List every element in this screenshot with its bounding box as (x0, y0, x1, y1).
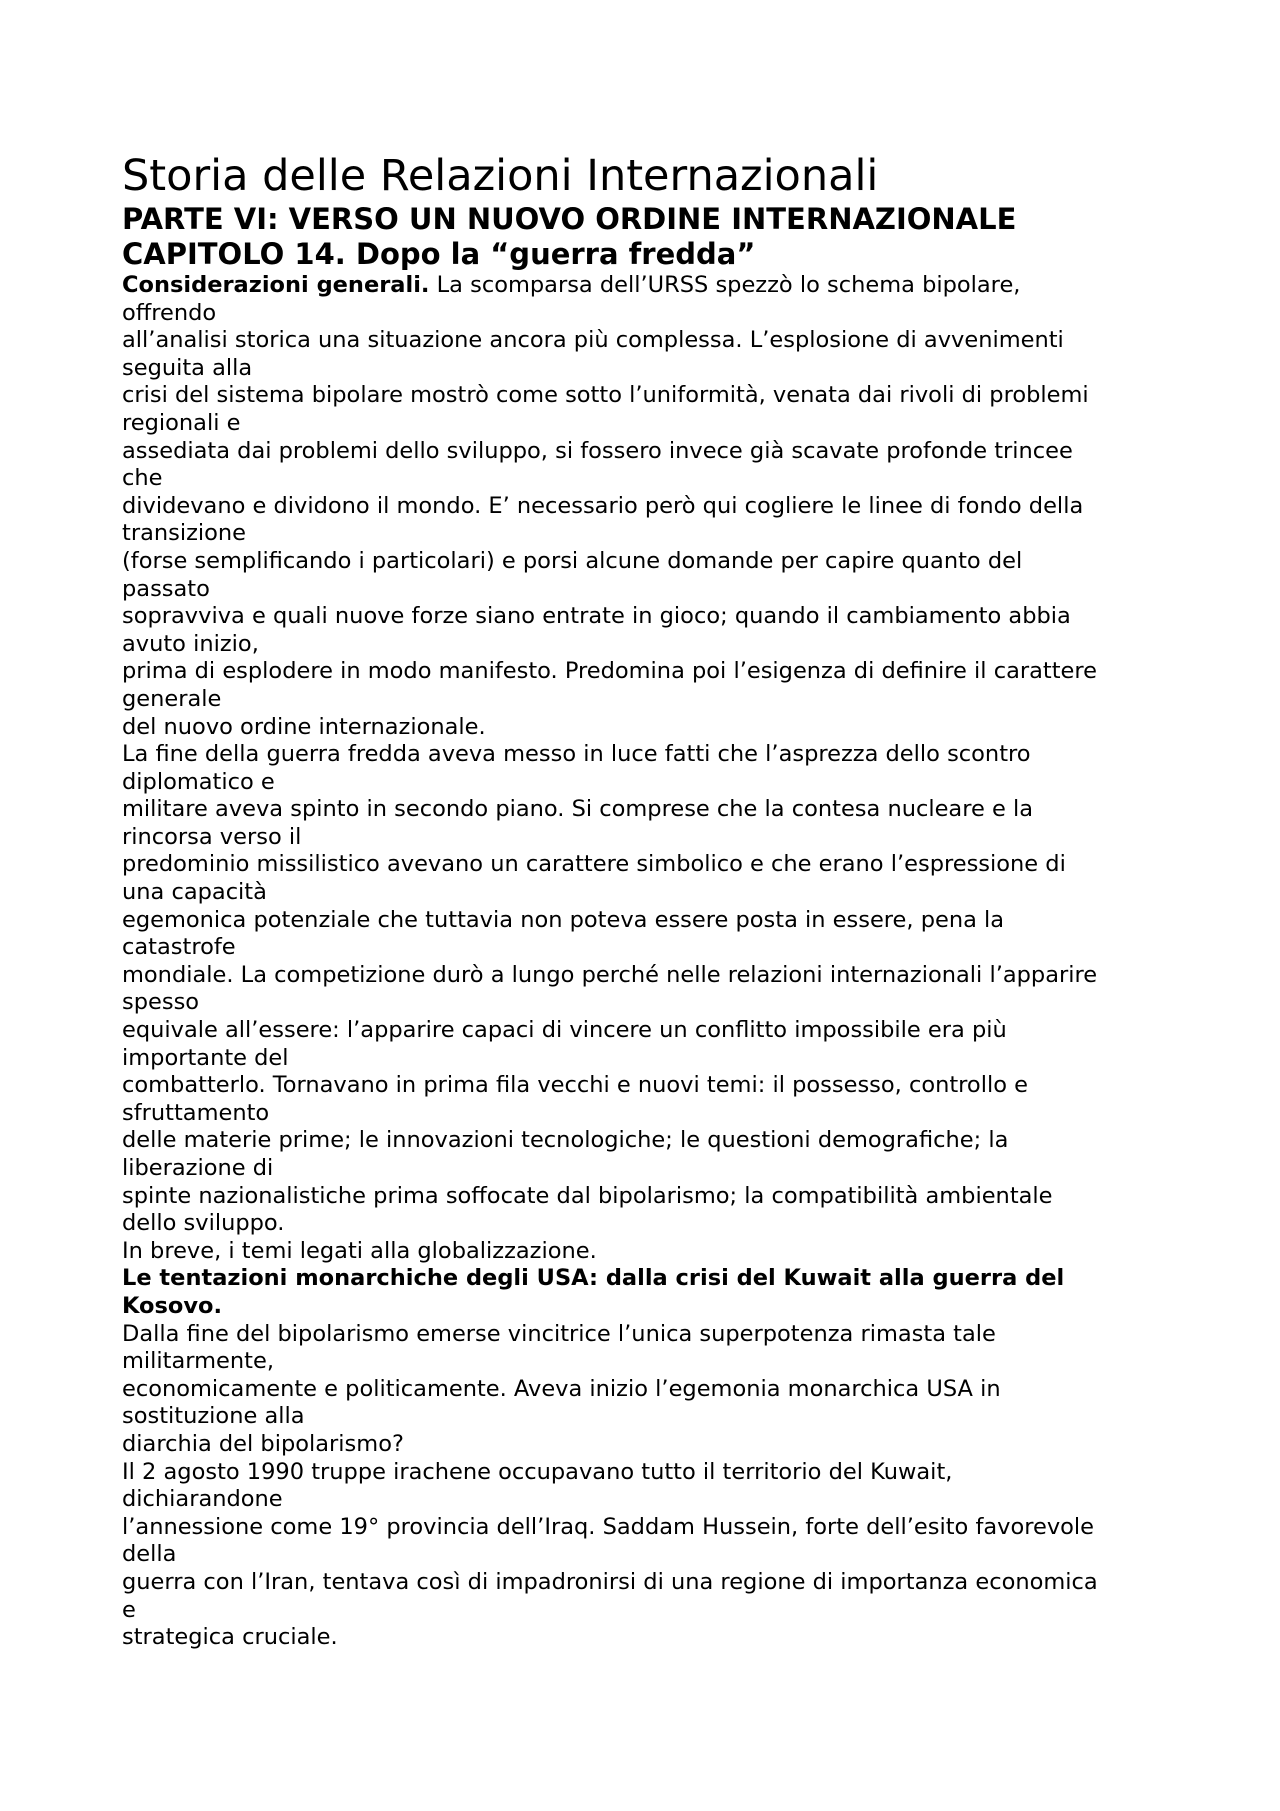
chapter-heading: CAPITOLO 14. Dopo la “guerra fredda” (122, 237, 756, 271)
paragraph-line: mondiale. La competizione durò a lungo perché nelle relazioni internazionali l’apparire (122, 961, 1098, 988)
paragraph-line: Il 2 agosto 1990 truppe irachene occupavano tutto il territorio del Kuwait, (122, 1458, 953, 1485)
paragraph-line: assediata dai problemi dello sviluppo, si fossero invece già scavate profonde trincee (122, 437, 1073, 464)
paragraph-line (122, 272, 1182, 300)
paragraph-line: una capacità (122, 879, 267, 906)
part-heading: PARTE VI: VERSO UN NUOVO ORDINE INTERNAZIONALE (122, 202, 1017, 236)
paragraph-line: liberazione di (122, 1155, 274, 1181)
section-heading-line (122, 1293, 1182, 1321)
paragraph-line: diplomatico e (122, 768, 275, 795)
paragraph-line: Dalla fine del bipolarismo emerse vincitrice l’unica superpotenza rimasta tale (122, 1320, 996, 1347)
paragraph-line: crisi del sistema bipolare mostrò come sotto l’uniformità, venata dai rivoli di problemi (122, 382, 1089, 409)
paragraph-line: prima di esplodere in modo manifesto. Predomina poi l’esigenza di definire il carattere (122, 658, 1097, 685)
section-lead-text: La scomparsa dell’URSS spezzò lo schema bipolare, (429, 272, 1021, 298)
paragraph-line: strategica cruciale. (122, 1624, 338, 1651)
paragraph-line: predominio missilistico avevano un carattere simbolico e che erano l’espressione di (122, 851, 1066, 878)
document-title: Storia delle Relazioni Internazionali (122, 151, 879, 201)
paragraph-line: transizione (122, 520, 247, 547)
paragraph-line: e (122, 1596, 136, 1623)
section-lead-bold: Considerazioni generali. (122, 272, 430, 298)
paragraph-line: sostituzione alla (122, 1403, 305, 1430)
paragraph-line: avuto inizio, (122, 630, 259, 657)
paragraph-line: guerra con l’Iran, tentava così di impadronirsi di una regione di importanza economica (122, 1568, 1098, 1595)
section-body (122, 1321, 1182, 1652)
paragraph-line: spinte nazionalistiche prima soffocate dal bipolarismo; la compatibilità ambientale (122, 1182, 1053, 1209)
paragraph-line: equivale all’essere: l’apparire capaci di vincere un conflitto impossibile era più (122, 1017, 1007, 1044)
paragraph-line: della (122, 1541, 177, 1568)
paragraph-line: l’annessione come 19° provincia dell’Iraq. Saddam Hussein, forte dell’esito favorevole (122, 1513, 1095, 1540)
paragraph-line: del nuovo ordine internazionale. (122, 713, 486, 740)
paragraph-line: economicamente e politicamente. Aveva inizio l’egemonia monarchica USA in (122, 1375, 1001, 1402)
section-heading-text: Kosovo. (122, 1292, 223, 1319)
section-tentazioni-monarchiche (122, 1265, 1182, 1651)
paragraph-line: dello sviluppo. (122, 1210, 285, 1237)
paragraph-line: rincorsa verso il (122, 823, 302, 850)
paragraph-line: sopravviva e quali nuove forze siano entrate in gioco; quando il cambiamento abbia (122, 603, 1071, 630)
paragraph-line: diarchia del bipolarismo? (122, 1430, 404, 1457)
paragraph-line: generale (122, 685, 222, 712)
section-body (122, 300, 1182, 1266)
paragraph-line: che (122, 465, 163, 492)
document-page (122, 150, 1182, 1652)
section-considerazioni-generali (122, 272, 1182, 1265)
paragraph-line: passato (122, 575, 210, 602)
paragraph-line: In breve, i temi legati alla globalizzazione. (122, 1237, 597, 1264)
paragraph-line: seguita alla (122, 354, 253, 381)
paragraph-line: spesso (122, 989, 200, 1016)
paragraph-line: militarmente, (122, 1348, 274, 1375)
paragraph-line: delle materie prime; le innovazioni tecnologiche; le questioni demografiche; la (122, 1127, 1009, 1154)
paragraph-line: dividevano e dividono il mondo. E’ necessario però qui cogliere le linee di fondo della (122, 492, 1084, 519)
paragraph-line: offrendo (122, 299, 217, 326)
paragraph-line: regionali e (122, 409, 241, 436)
paragraph-line: egemonica potenziale che tuttavia non poteva essere posta in essere, pena la (122, 906, 1005, 933)
paragraph-line: sfruttamento (122, 1099, 270, 1126)
paragraph-line: dichiarandone (122, 1486, 283, 1513)
paragraph-line: all’analisi storica una situazione ancora più complessa. L’esplosione di avvenimenti (122, 327, 1064, 354)
paragraph-line: catastrofe (122, 934, 236, 961)
paragraph-line: militare aveva spinto in secondo piano. Si comprese che la contesa nucleare e la (122, 796, 1034, 823)
paragraph-line: (forse semplificando i particolari) e porsi alcune domande per capire quanto del (122, 547, 1023, 574)
section-heading-line (122, 1265, 1182, 1293)
paragraph-line: combatterlo. Tornavano in prima fila vecchi e nuovi temi: il possesso, controllo e (122, 1072, 1028, 1099)
paragraph-line: La fine della guerra fredda aveva messo in luce fatti che l’asprezza dello scontro (122, 741, 1031, 768)
paragraph-line: importante del (122, 1044, 289, 1071)
section-heading-text: Le tentazioni monarchiche degli USA: dalla crisi del Kuwait alla guerra del (122, 1265, 1065, 1292)
